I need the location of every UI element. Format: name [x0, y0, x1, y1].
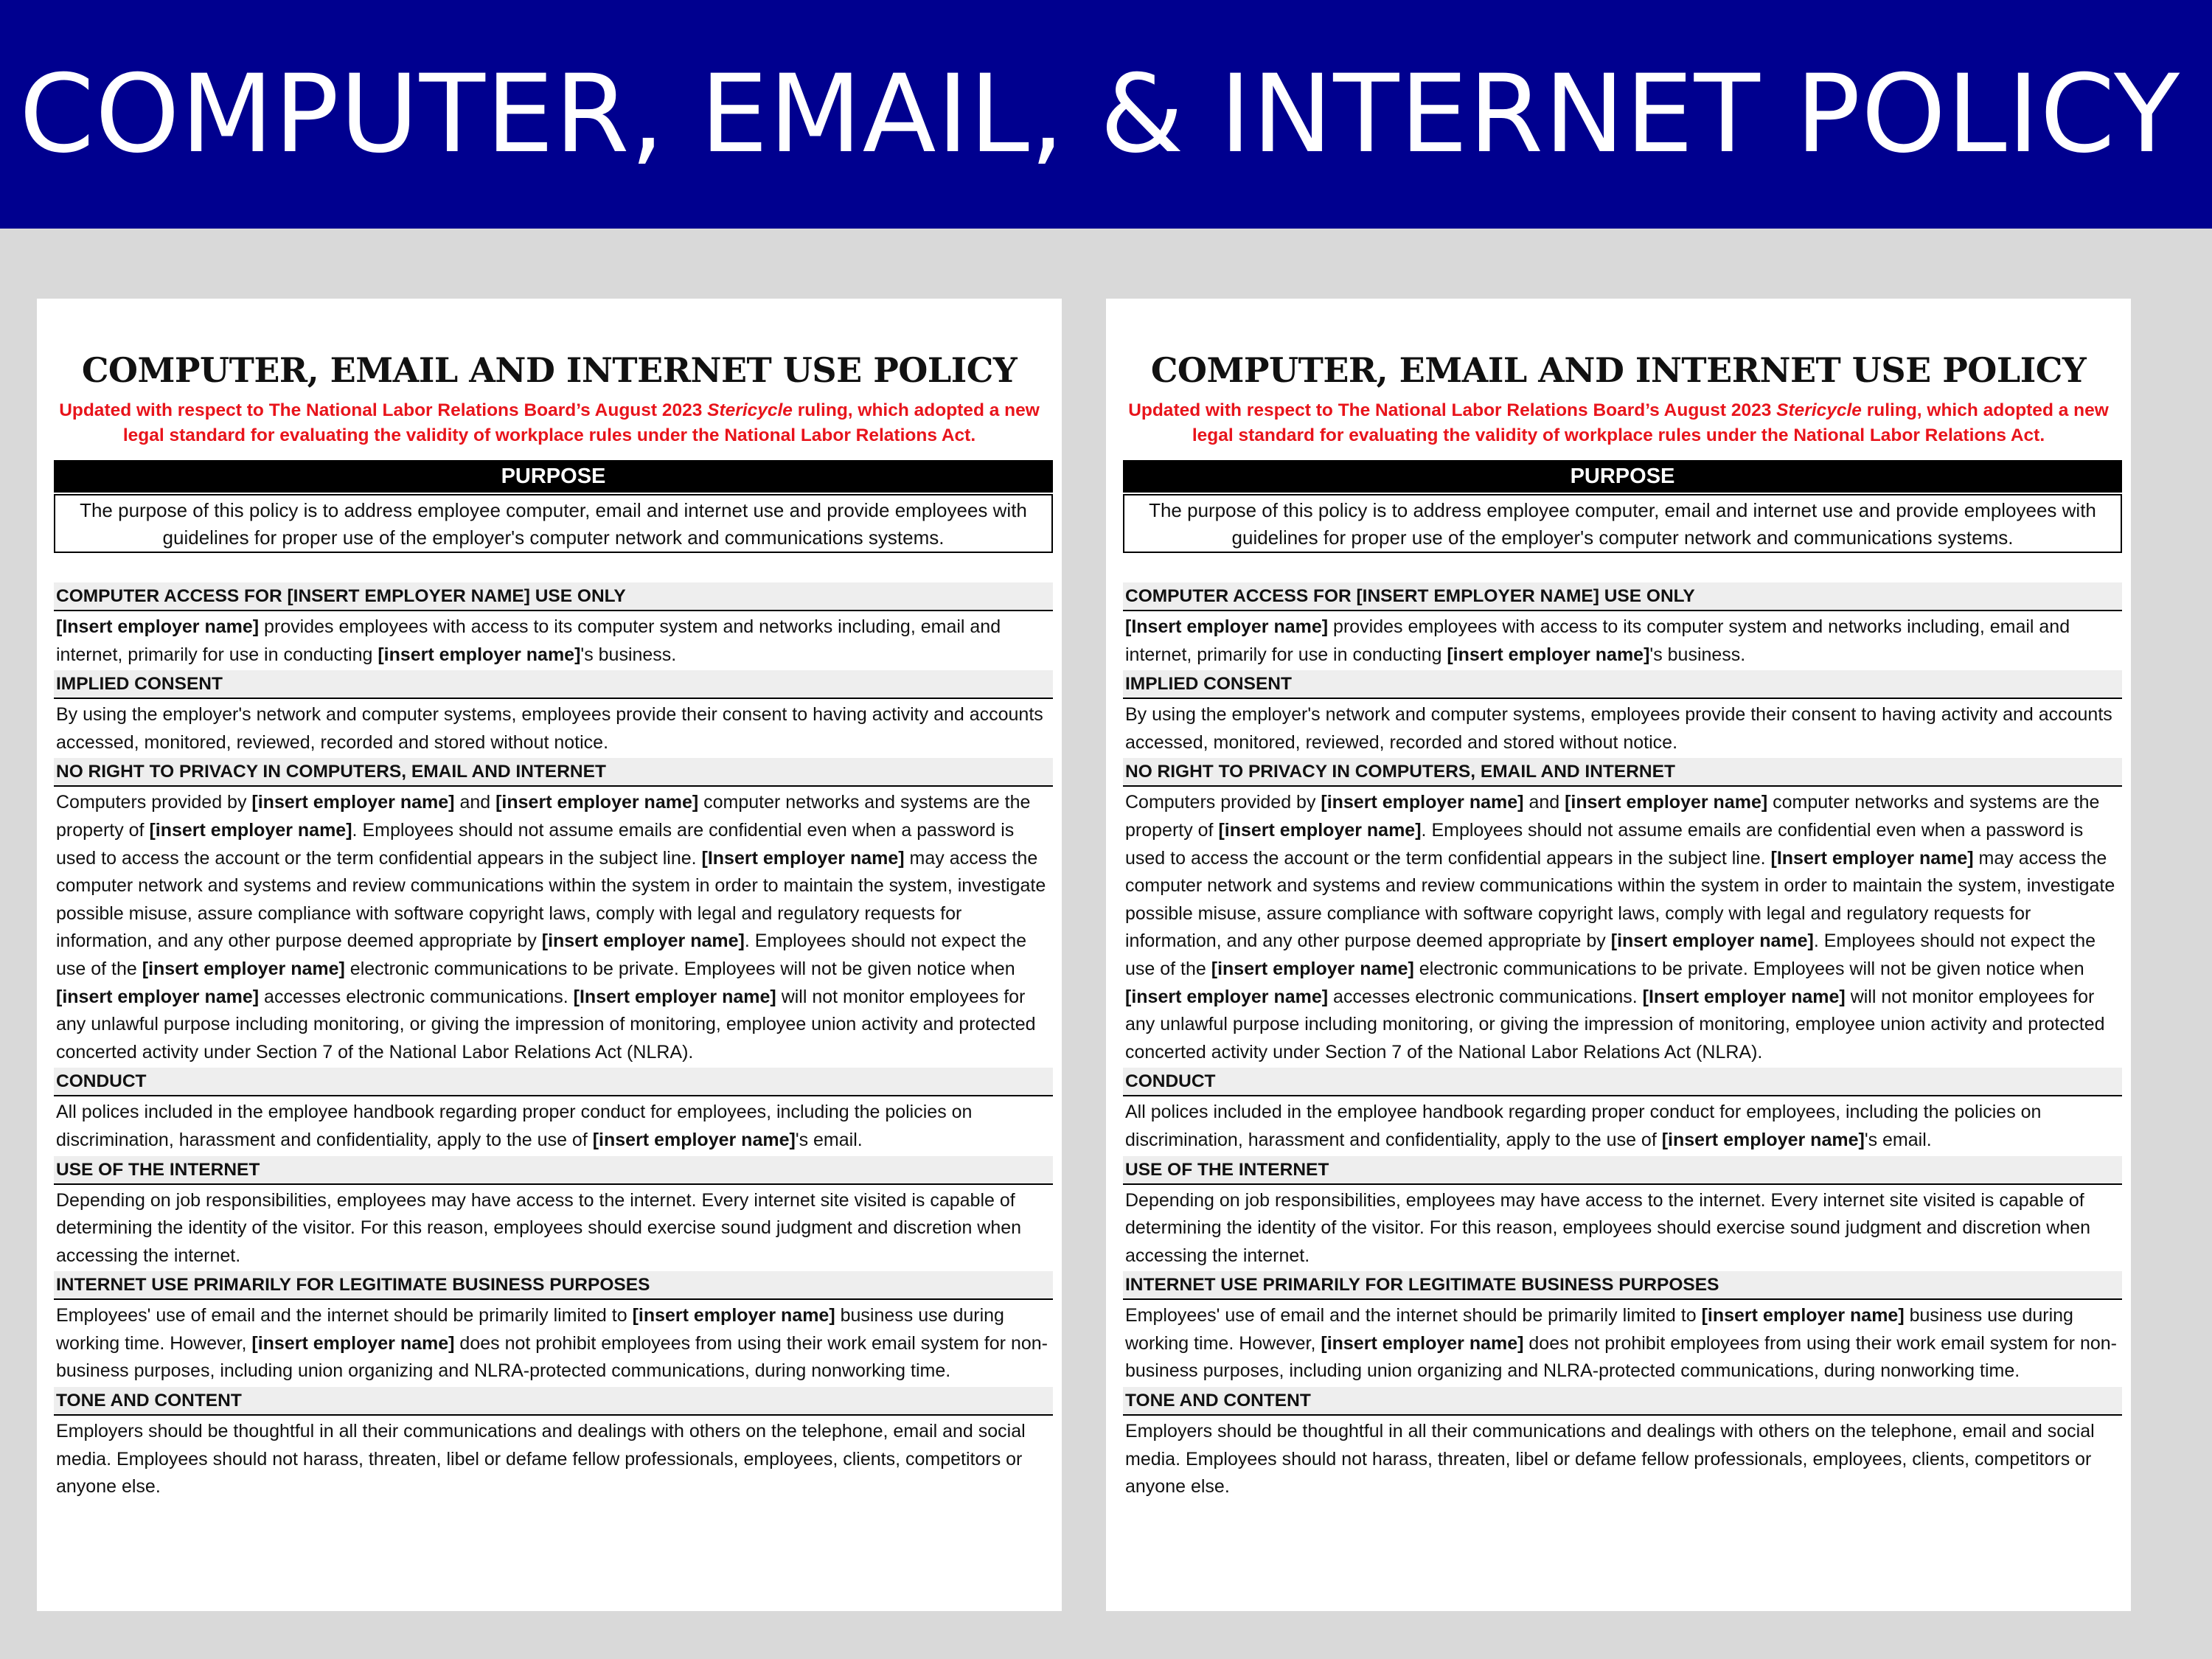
- section-text: Depending on job responsibilities, employees may have access to the internet. Every internet site visited is capable of determining the identity of the visitor. For this reason, employees should exercise sound judgment and discretion when accessing the internet.: [1125, 1189, 2091, 1266]
- document-title: COMPUTER, EMAIL AND INTERNET USE POLICY: [1150, 350, 2087, 390]
- section-text: 's email.: [1864, 1129, 1932, 1150]
- section-text: may access the computer network and systems and review communications within the system in order to maintain the system, investigate possible misuse, assure compliance with software copyright laws, comply with legal and regulatory requests for information, and any other purpose deemed appropriate by: [56, 847, 1046, 952]
- employer-placeholder: [insert employer name]: [1218, 819, 1422, 841]
- section-text: Employers should be thoughtful in all their communications and dealings with others on the telephone, email and social media. Employees should not harass, threaten, libel or defame fellow professionals, employees, clients, competitors or anyone else.: [1125, 1421, 2095, 1498]
- section-heading: CONDUCT: [1123, 1068, 2122, 1096]
- section-text: provides employees with access to its computer system and networks including, email and internet, primarily for use in conducting: [1125, 616, 2070, 665]
- employer-placeholder: [Insert employer name]: [1642, 986, 1846, 1007]
- employer-placeholder: [insert employer name]: [541, 931, 745, 952]
- banner: [0, 0, 2212, 229]
- section-heading: IMPLIED CONSENT: [54, 670, 1053, 699]
- section-text: . Employees should not expect the use of the: [56, 931, 1027, 979]
- employer-placeholder: [insert employer name]: [1211, 958, 1414, 979]
- section-text: Employers should be thoughtful in all their communications and dealings with others on the telephone, email and social media. Employees should not harass, threaten, libel or defame fellow professionals, employees, clients, competitors or anyone else.: [56, 1421, 1026, 1498]
- section-text: . Employees should not expect the use of the: [1125, 931, 2096, 979]
- section-heading: COMPUTER ACCESS FOR [INSERT EMPLOYER NAME] USE ONLY: [1123, 582, 2122, 611]
- section-heading: TONE AND CONTENT: [54, 1387, 1053, 1416]
- section-body: [1123, 611, 2122, 670]
- section-text: Employees' use of email and the internet should be primarily limited to: [1125, 1305, 1702, 1326]
- section-text: will not monitor employees for any unlawful purpose including monitoring, or giving the impression of monitoring, employee union activity and protected concerted activity under Section 7 of the National Labor Relations Act (NLRA).: [56, 986, 1036, 1062]
- section-body: [54, 1300, 1053, 1387]
- section-heading: TONE AND CONTENT: [1123, 1387, 2122, 1416]
- section-text: does not prohibit employees from using their work email system for non-business purposes, including union organizing and NLRA-protected communications, during nonworking time.: [56, 1332, 1048, 1382]
- policy-sections: [1123, 582, 2122, 1503]
- employer-placeholder: [insert employer name]: [149, 819, 352, 841]
- update-note-italic: Stericycle: [707, 400, 793, 420]
- section-body: [1123, 1096, 2122, 1155]
- section-body: [1123, 1416, 2122, 1503]
- employer-placeholder: [Insert employer name]: [1770, 847, 1974, 869]
- employer-placeholder: [insert employer name]: [1610, 931, 1814, 952]
- section-text: computer networks and systems are the property of: [1125, 792, 2100, 841]
- employer-placeholder: [insert employer name]: [1701, 1305, 1905, 1326]
- section-text: Computers provided by: [56, 792, 252, 813]
- section-heading: INTERNET USE PRIMARILY FOR LEGITIMATE BUSINESS PURPOSES: [54, 1271, 1053, 1300]
- employer-placeholder: [insert employer name]: [142, 958, 345, 979]
- employer-placeholder: [insert employer name]: [378, 644, 581, 665]
- section-text: and: [454, 792, 496, 813]
- banner-title: COMPUTER, EMAIL, & INTERNET POLICY: [19, 52, 2181, 177]
- section-body: [1123, 787, 2122, 1068]
- section-body: [1123, 1300, 2122, 1387]
- section-text: may access the computer network and systems and review communications within the system in order to maintain the system, investigate possible misuse, assure compliance with software copyright laws, comply with legal and regulatory requests for information, and any other purpose deemed appropriate by: [1125, 847, 2115, 952]
- section-body: [54, 611, 1053, 670]
- section-heading: IMPLIED CONSENT: [1123, 670, 2122, 699]
- employer-placeholder: [insert employer name]: [1565, 792, 1768, 813]
- section-heading: CONDUCT: [54, 1068, 1053, 1096]
- employer-placeholder: [insert employer name]: [592, 1129, 796, 1150]
- document-page-left: [37, 299, 1062, 1611]
- purpose-heading: PURPOSE: [1123, 460, 2122, 493]
- section-heading: COMPUTER ACCESS FOR [INSERT EMPLOYER NAME] USE ONLY: [54, 582, 1053, 611]
- employer-placeholder: [insert employer name]: [1321, 792, 1524, 813]
- purpose-heading: PURPOSE: [54, 460, 1053, 493]
- employer-placeholder: [Insert employer name]: [1125, 616, 1329, 637]
- policy-sections: [54, 582, 1053, 1503]
- update-note: [59, 398, 1040, 448]
- section-text: electronic communications to be private. Employees will not be given notice when: [344, 958, 1015, 979]
- employer-placeholder: [insert employer name]: [1447, 644, 1650, 665]
- update-note-italic: Stericycle: [1776, 400, 1862, 420]
- employer-placeholder: [Insert employer name]: [56, 616, 260, 637]
- section-body: [54, 699, 1053, 758]
- section-heading: NO RIGHT TO PRIVACY IN COMPUTERS, EMAIL AND INTERNET: [1123, 758, 2122, 787]
- section-text: Employees' use of email and the internet should be primarily limited to: [56, 1305, 633, 1326]
- section-text: Computers provided by: [1125, 792, 1321, 813]
- section-text: Depending on job responsibilities, employees may have access to the internet. Every internet site visited is capable of determining the identity of the visitor. For this reason, employees should exercise sound judgment and discretion when accessing the internet.: [56, 1189, 1022, 1266]
- section-text: does not prohibit employees from using their work email system for non-business purposes, including union organizing and NLRA-protected communications, during nonworking time.: [1125, 1332, 2117, 1382]
- employer-placeholder: [insert employer name]: [632, 1305, 835, 1326]
- employer-placeholder: [insert employer name]: [495, 792, 699, 813]
- section-text: provides employees with access to its computer system and networks including, email and internet, primarily for use in conducting: [56, 616, 1001, 665]
- section-body: [1123, 1185, 2122, 1272]
- section-text: computer networks and systems are the property of: [56, 792, 1031, 841]
- purpose-body: The purpose of this policy is to address employee computer, email and internet use and provide employees with guidelines for proper use of the employer's computer network and communications systems.: [1123, 494, 2122, 553]
- section-text: business use during working time. However,: [56, 1305, 1004, 1354]
- section-text: . Employees should not assume emails are confidential even when a password is used to access the account or the term confidential appears in the subject line.: [56, 819, 1015, 869]
- purpose-body: The purpose of this policy is to address employee computer, email and internet use and provide employees with guidelines for proper use of the employer's computer network and communications systems.: [54, 494, 1053, 553]
- section-body: [54, 1185, 1053, 1272]
- section-heading: NO RIGHT TO PRIVACY IN COMPUTERS, EMAIL AND INTERNET: [54, 758, 1053, 787]
- section-text: accesses electronic communications.: [259, 986, 574, 1007]
- section-body: [54, 787, 1053, 1068]
- section-text: will not monitor employees for any unlawful purpose including monitoring, or giving the impression of monitoring, employee union activity and protected concerted activity under Section 7 of the National Labor Relations Act (NLRA).: [1125, 986, 2105, 1062]
- section-text: 's email.: [795, 1129, 863, 1150]
- section-heading: INTERNET USE PRIMARILY FOR LEGITIMATE BUSINESS PURPOSES: [1123, 1271, 2122, 1300]
- section-text: electronic communications to be private. Employees will not be given notice when: [1413, 958, 2084, 979]
- section-text: By using the employer's network and computer systems, employees provide their consent to having activity and accounts accessed, monitored, reviewed, recorded and stored without notice.: [56, 704, 1043, 753]
- update-note-text: Updated with respect to The National Labor Relations Board’s August 2023: [1128, 400, 1777, 420]
- section-text: . Employees should not assume emails are confidential even when a password is used to access the account or the term confidential appears in the subject line.: [1125, 819, 2084, 869]
- update-note: [1128, 398, 2109, 448]
- section-text: All polices included in the employee handbook regarding proper conduct for employees, including the policies on discrimination, harassment and confidentiality, apply to the use of: [56, 1102, 973, 1150]
- section-heading: USE OF THE INTERNET: [1123, 1156, 2122, 1185]
- update-note-text: ruling, which adopted a new legal standard for evaluating the validity of workplace rules under the National Labor Relations Act.: [1192, 400, 2109, 445]
- section-text: business use during working time. However,: [1125, 1305, 2073, 1354]
- section-text: and: [1523, 792, 1565, 813]
- section-text: 's business.: [580, 644, 677, 665]
- update-note-text: Updated with respect to The National Labor Relations Board’s August 2023: [59, 400, 708, 420]
- section-body: [1123, 699, 2122, 758]
- document-page-right: [1106, 299, 2131, 1611]
- employer-placeholder: [insert employer name]: [56, 986, 260, 1007]
- section-body: [54, 1416, 1053, 1503]
- employer-placeholder: [insert employer name]: [1125, 986, 1329, 1007]
- section-text: All polices included in the employee handbook regarding proper conduct for employees, including the policies on discrimination, harassment and confidentiality, apply to the use of: [1125, 1102, 2042, 1150]
- document-title: COMPUTER, EMAIL AND INTERNET USE POLICY: [81, 350, 1018, 390]
- employer-placeholder: [Insert employer name]: [573, 986, 776, 1007]
- section-body: [54, 1096, 1053, 1155]
- employer-placeholder: [insert employer name]: [1661, 1129, 1865, 1150]
- employer-placeholder: [insert employer name]: [1321, 1332, 1524, 1354]
- section-heading: USE OF THE INTERNET: [54, 1156, 1053, 1185]
- employer-placeholder: [Insert employer name]: [701, 847, 905, 869]
- section-text: By using the employer's network and computer systems, employees provide their consent to having activity and accounts accessed, monitored, reviewed, recorded and stored without notice.: [1125, 704, 2112, 753]
- section-text: accesses electronic communications.: [1328, 986, 1643, 1007]
- update-note-text: ruling, which adopted a new legal standard for evaluating the validity of workplace rules under the National Labor Relations Act.: [122, 400, 1040, 445]
- section-text: 's business.: [1649, 644, 1746, 665]
- employer-placeholder: [insert employer name]: [251, 792, 455, 813]
- employer-placeholder: [insert employer name]: [251, 1332, 455, 1354]
